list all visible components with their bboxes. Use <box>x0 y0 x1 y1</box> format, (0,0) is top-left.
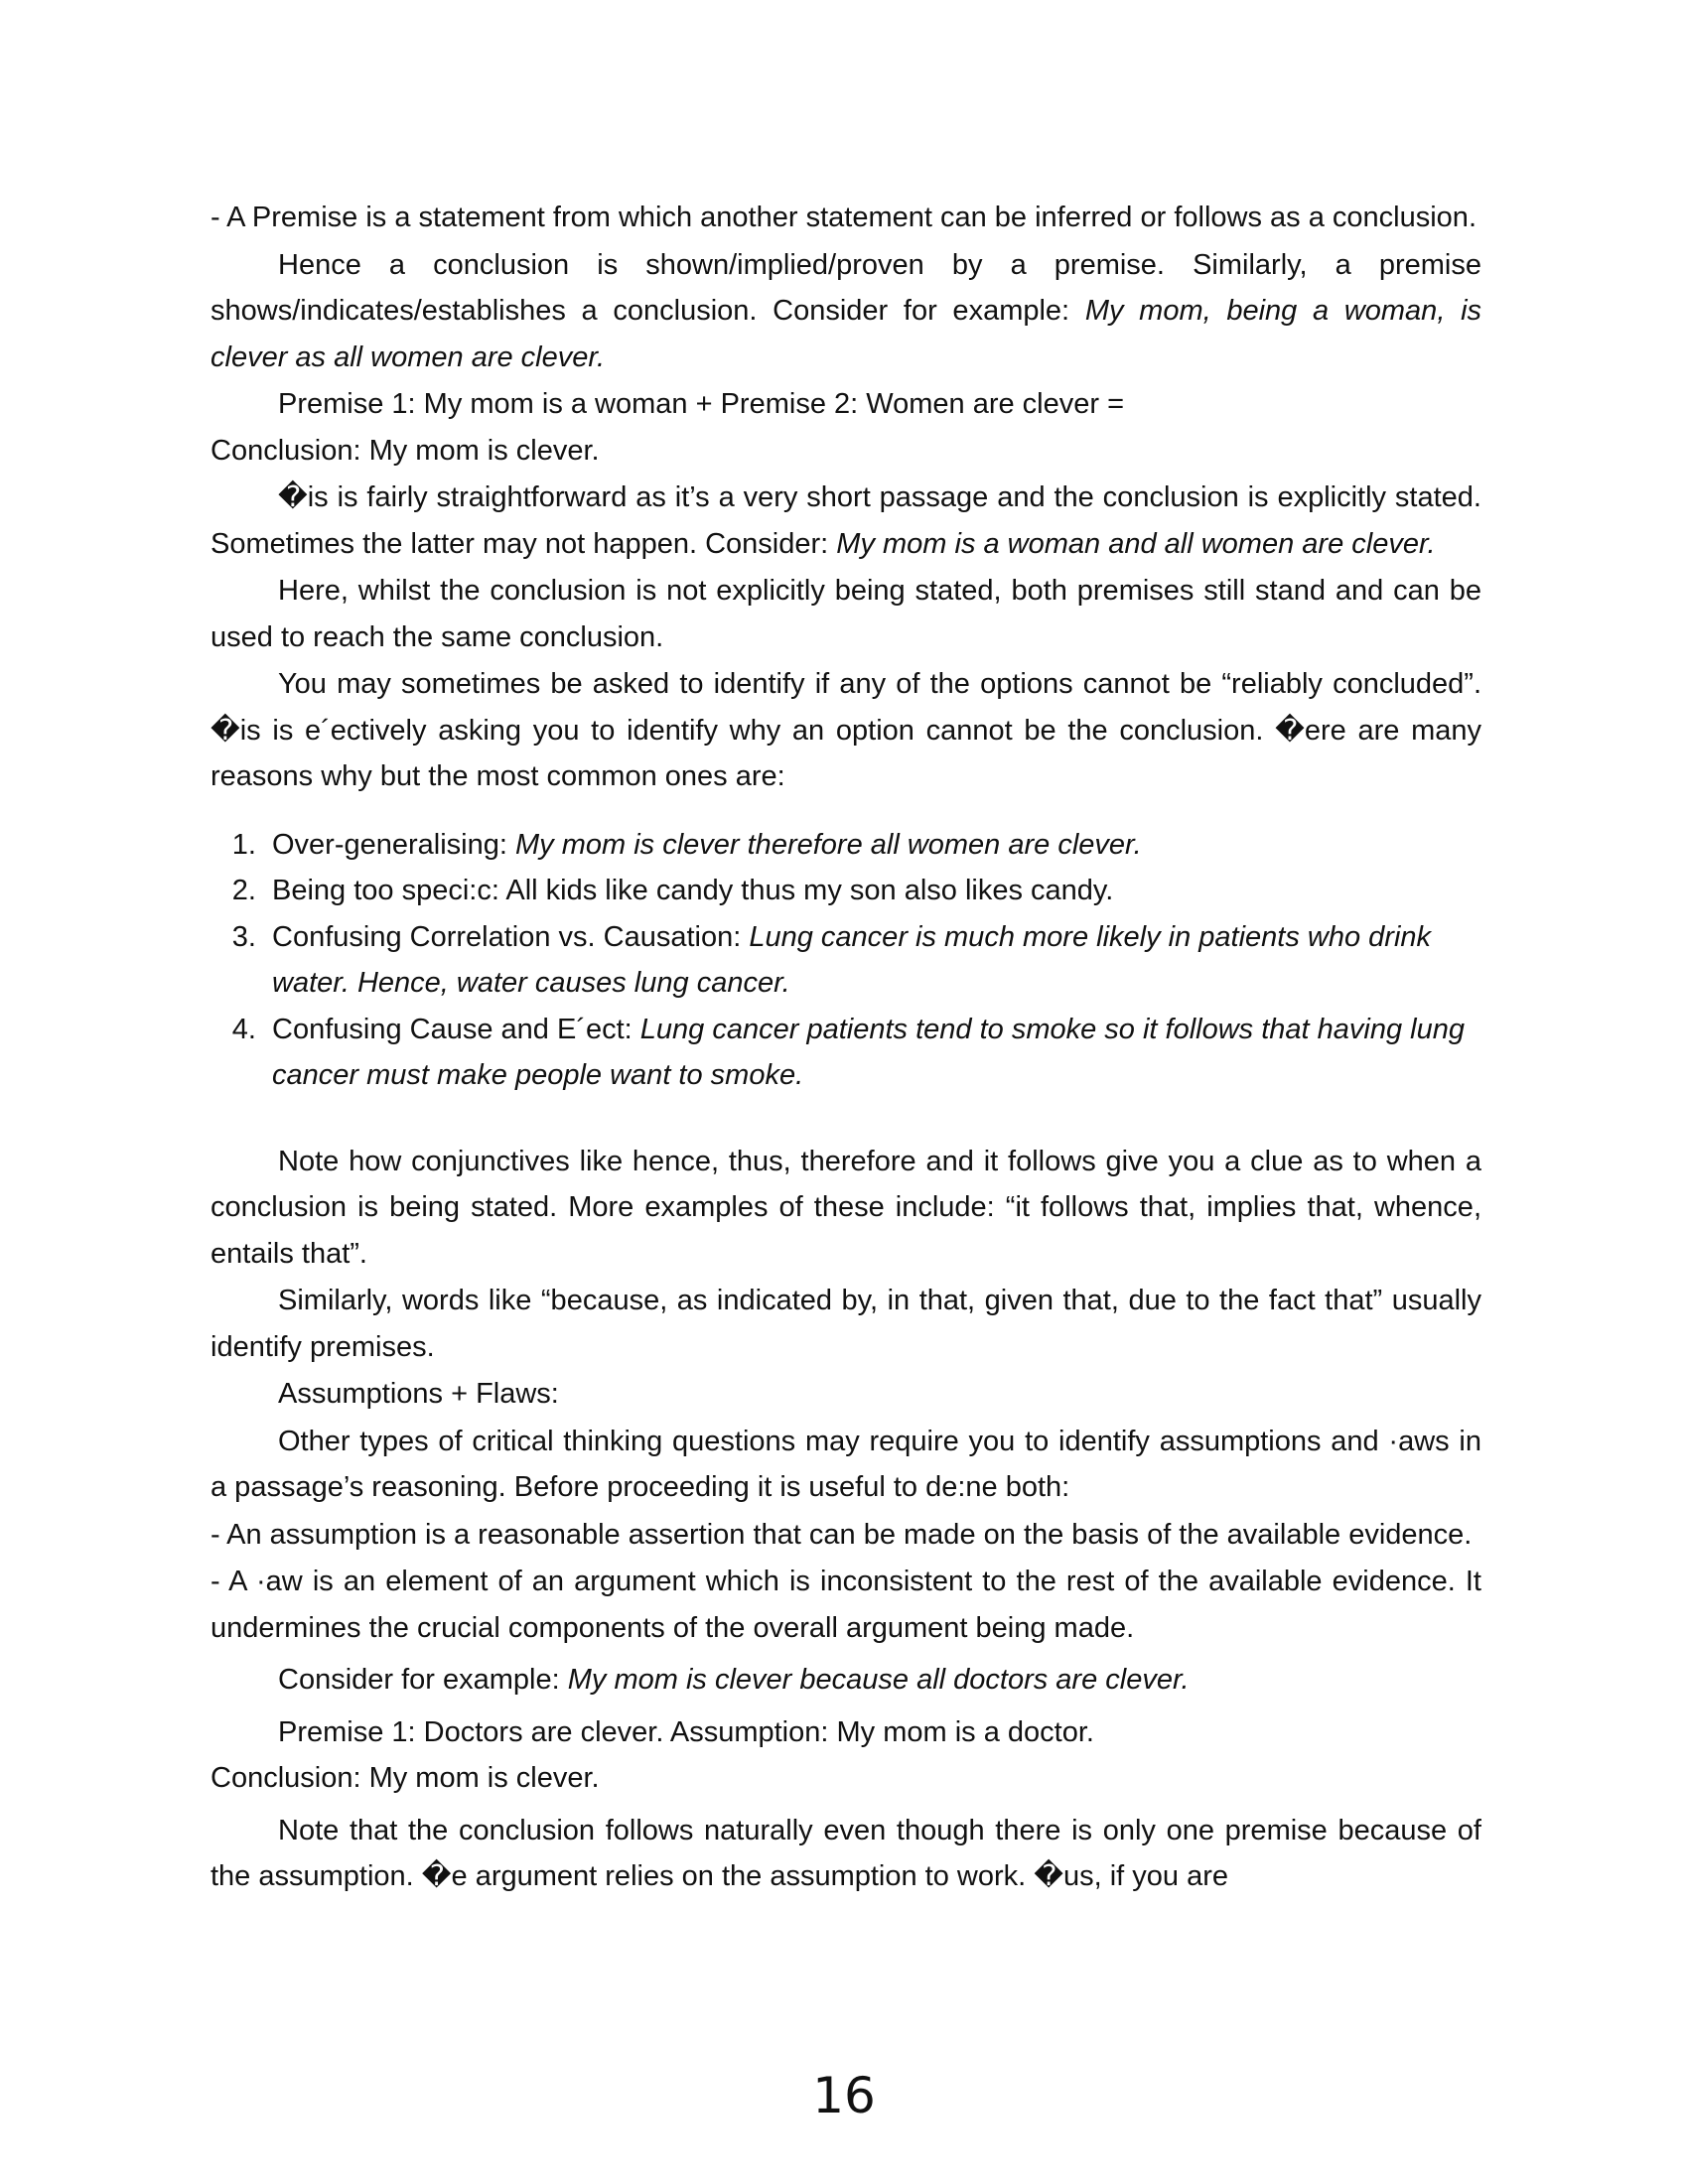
paragraph-premise-words: Similarly, words like “because, as indicated by, in that, given that, due to the fact that” usually identify premises. <box>211 1285 1481 1363</box>
paragraph-whilst: Here, whilst the conclusion is not explicitly being stated, both premises still stand and can be used to reach the same conclusion. <box>211 575 1481 653</box>
list-item-label: Over-generalising: <box>272 828 515 861</box>
premise-line-2: Premise 1: Doctors are clever. Assumption: My mom is a doctor. <box>278 1715 1094 1748</box>
paragraph-straightforward <box>211 475 1481 567</box>
heading-assumptions-flaws: Assumptions + Flaws: <box>278 1378 559 1410</box>
premise-line-1: Premise 1: My mom is a woman + Premise 2: Women are clever = <box>278 388 1125 420</box>
example-italic: My mom, being a woman, is clever as all women are clever. <box>211 295 1482 373</box>
list-item <box>264 822 1481 869</box>
conclusion-line-1: Conclusion: My mom is clever. <box>211 434 600 467</box>
paragraph-straightforward-text: �is is fairly straightforward as it’s a very short passage and the conclusion is explicitly stated. Sometimes the latter may not happen. Consider: <box>211 481 1481 560</box>
list-item <box>264 914 1481 1007</box>
paragraph-other-types: Other types of critical thinking questions may require you to identify assumptions and ·aws in a passage’s reasoning. Before proceeding it is useful to de:ne both: <box>211 1425 1481 1503</box>
list-item-italic: My mom is clever therefore all women are clever. <box>515 828 1142 861</box>
paragraph-assumption-definition: - An assumption is a reasonable assertion that can be made on the basis of the available evidence. <box>211 1518 1473 1551</box>
example-italic-2: My mom is a woman and all women are clever. <box>836 527 1436 560</box>
list-item-italic: Lung cancer patients tend to smoke so it follows that having lung cancer must make people want to smoke. <box>272 1013 1466 1091</box>
paragraph-premise-definition: - A Premise is a statement from which another statement can be inferred or follows as a conclusion. <box>211 202 1477 233</box>
list-item <box>264 868 1481 914</box>
paragraph-consider-text: Consider for example: <box>278 1664 568 1696</box>
paragraph-flaw-definition: - A ·aw is an element of an argument which is inconsistent to the rest of the available evidence. It undermines the crucial components of the overall argument being made. <box>211 1566 1481 1644</box>
paragraph-consider-example <box>211 1657 1481 1704</box>
list-item-label: Confusing Cause and E´ect: <box>272 1013 640 1045</box>
page-number: 16 <box>812 2067 876 2124</box>
paragraph-conjunctives: Note how conjunctives like hence, thus, therefore and it follows give you a clue as to when a conclusion is being stated. More examples of these include: “it follows that, implies that, whence, entails that”. <box>211 1145 1481 1270</box>
paragraph-hence-text: Hence a conclusion is shown/implied/proven by a premise. Similarly, a premise shows/indicates/establishes a conclusion. Consider for example: <box>211 248 1481 327</box>
list-item <box>264 1007 1481 1099</box>
list-item-italic: Lung cancer is much more likely in patients who drink water. Hence, water causes lung cancer. <box>272 920 1432 999</box>
list-item-label: Being too speci:c: All kids like candy thus my son also likes candy. <box>272 875 1114 906</box>
reasons-list <box>211 822 1481 1099</box>
list-item-label: Confusing Correlation vs. Causation: <box>272 920 750 953</box>
paragraph-reliably-concluded: You may sometimes be asked to identify if any of the options cannot be “reliably concluded”. �is is e´ectively asking you to identify why an option cannot be the conclusion. �ere are many reasons why but the most common ones are: <box>211 668 1481 792</box>
page-body <box>211 195 1481 1900</box>
paragraph-hence <box>211 242 1481 381</box>
paragraph-note-conclusion: Note that the conclusion follows naturally even though there is only one premise because of the assumption. �e argument relies on the assumption to work. �us, if you are <box>211 1814 1481 1892</box>
conclusion-line-2: Conclusion: My mom is clever. <box>211 1762 600 1794</box>
example-italic-3: My mom is clever because all doctors are clever. <box>567 1664 1190 1696</box>
